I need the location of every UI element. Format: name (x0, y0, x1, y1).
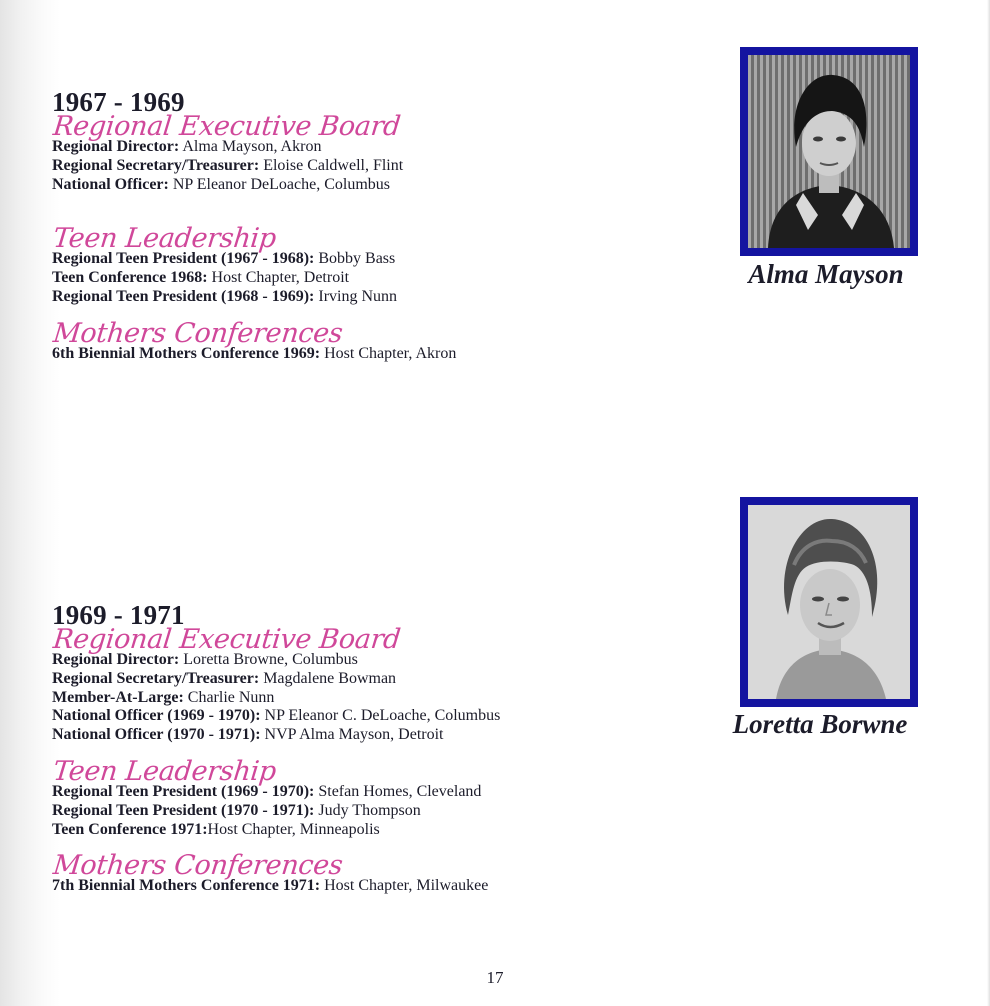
mothers-line-value: Host Chapter, Akron (320, 344, 457, 362)
teen-line-value: Judy Thompson (314, 801, 421, 819)
teen-line (52, 821, 652, 840)
board-line-label: Regional Secretary/Treasurer: (52, 669, 260, 687)
mothers-line-value: Host Chapter, Milwaukee (320, 877, 489, 895)
board-line (52, 726, 652, 745)
teen-line-label: Regional Teen President (1967 - 1968): (52, 250, 315, 268)
teen-line-value: Bobby Bass (314, 250, 396, 268)
teen-line-label: Regional Teen President (1969 - 1970): (52, 782, 315, 800)
board-line-label: Regional Secretary/Treasurer: (52, 156, 260, 174)
teen-line-label: Regional Teen President (1968 - 1969): (52, 287, 315, 305)
teen-line (52, 802, 652, 821)
photo-alma-mayson (740, 47, 918, 256)
board-line-value: NP Eleanor DeLoache, Columbus (168, 175, 390, 193)
section-1969-1971 (52, 601, 652, 896)
board-line-value: NVP Alma Mayson, Detroit (260, 726, 444, 744)
teen-heading: Teen Leadership (51, 223, 278, 255)
board-line-value: Loretta Browne, Columbus (179, 651, 358, 668)
teen-list (52, 250, 652, 306)
board-list (52, 138, 652, 194)
board-line (52, 176, 652, 195)
mothers-heading: Mothers Conferences (51, 317, 345, 349)
section-year: 1967 - 1969 (52, 87, 185, 117)
teen-line-label: Regional Teen President (1970 - 1971): (52, 801, 315, 819)
teen-list (52, 783, 652, 839)
board-line-value: Charlie Nunn (183, 688, 275, 706)
board-heading: Regional Executive Board (51, 111, 402, 142)
teen-line-label: Teen Conference 1968: (52, 269, 208, 287)
board-line-value: Alma Mayson, Akron (179, 138, 322, 155)
board-list (52, 651, 652, 745)
board-line-label: Member-At-Large: (52, 688, 184, 706)
portrait-image (748, 505, 910, 699)
board-line-label: Regional Director: (52, 651, 180, 668)
mothers-line-label: 6th Biennial Mothers Conference 1969: (52, 344, 321, 362)
board-heading: Regional Executive Board (51, 624, 402, 655)
board-line-label: National Officer (1970 - 1971): (52, 726, 261, 744)
teen-line-value: Host Chapter, Detroit (207, 269, 350, 287)
board-line (52, 689, 652, 708)
teen-line-label: Teen Conference 1971: (52, 820, 208, 838)
mothers-line-label: 7th Biennial Mothers Conference 1971: (52, 877, 321, 895)
teen-line-value: Stefan Homes, Cleveland (314, 782, 482, 800)
board-line-label: National Officer: (52, 175, 169, 193)
page-gutter-shadow (0, 0, 60, 1006)
board-line-value: NP Eleanor C. DeLoache, Columbus (260, 707, 501, 725)
photo-caption: Loretta Borwne (732, 709, 908, 739)
teen-line (52, 288, 652, 307)
mothers-heading: Mothers Conferences (51, 850, 345, 882)
teen-line (52, 269, 652, 288)
page-number: 17 (486, 968, 504, 987)
board-line-label: Regional Director: (52, 138, 180, 155)
board-line (52, 157, 652, 176)
section-1967-1969 (52, 88, 652, 364)
section-year: 1969 - 1971 (52, 600, 185, 630)
photo-caption: Alma Mayson (748, 259, 904, 289)
board-line-value: Eloise Caldwell, Flint (259, 156, 404, 174)
teen-line-value: Irving Nunn (314, 287, 398, 305)
teen-line-value: Host Chapter, Minneapolis (207, 820, 380, 838)
board-line-value: Magdalene Bowman (259, 669, 397, 687)
board-line (52, 707, 652, 726)
teen-heading: Teen Leadership (51, 755, 278, 787)
board-line-label: National Officer (1969 - 1970): (52, 707, 261, 725)
board-line (52, 670, 652, 689)
photo-loretta-browne (740, 497, 918, 707)
portrait-image (748, 55, 910, 248)
